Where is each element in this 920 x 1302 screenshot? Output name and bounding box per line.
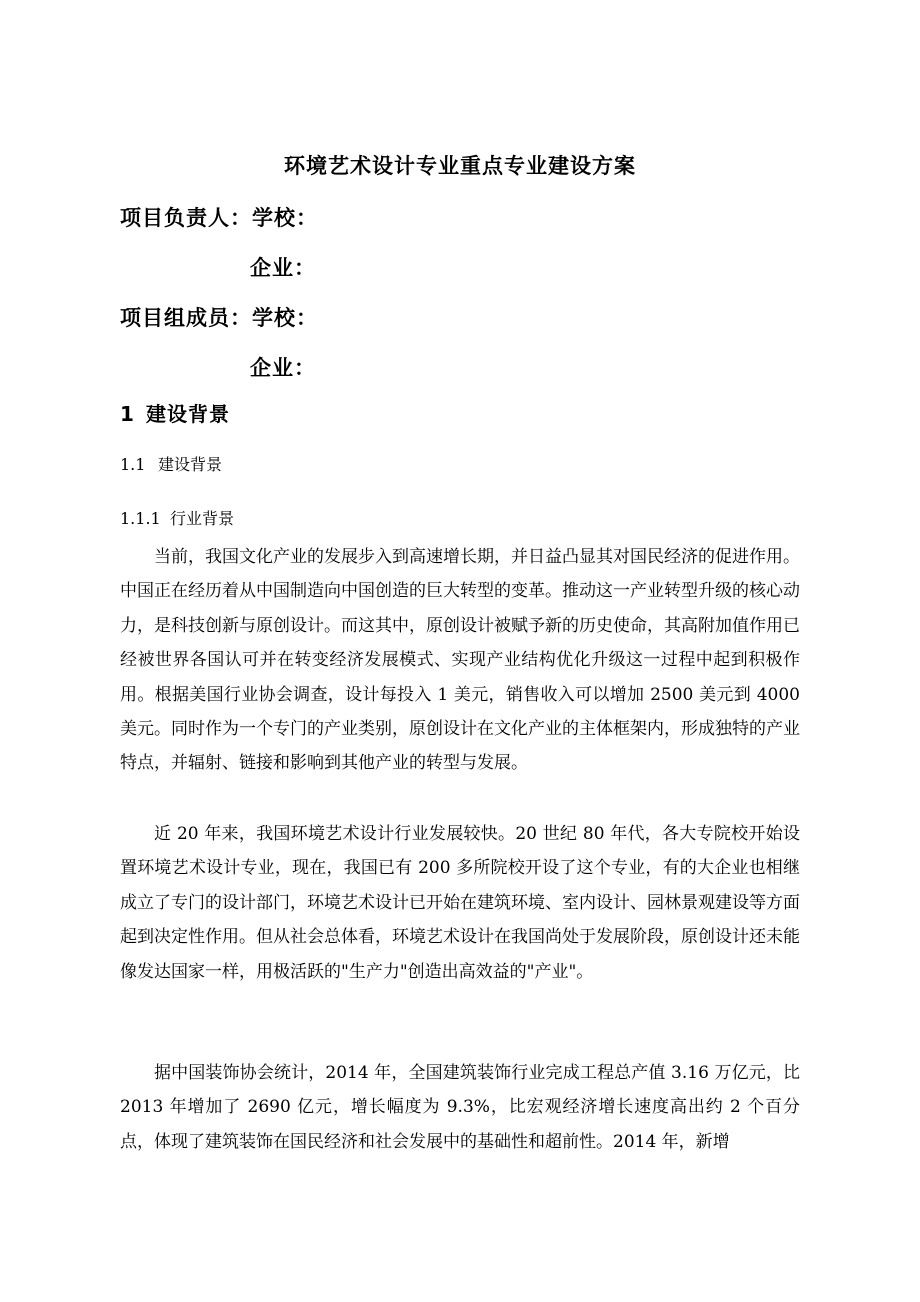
role-org: 学校： xyxy=(252,206,318,230)
section-number: 1.1 xyxy=(120,455,146,474)
role-org: 企业： xyxy=(250,356,316,380)
role-org: 学校： xyxy=(252,306,318,330)
role-label: 项目组成员： xyxy=(120,306,252,330)
role-org: 企业： xyxy=(250,256,316,280)
document-title: 环境艺术设计专业重点专业建设方案 xyxy=(284,154,636,178)
project-leader-company-row xyxy=(250,252,316,282)
section-number: 1.1.1 xyxy=(120,509,161,528)
body-paragraph: 据中国装饰协会统计，2014 年，全国建筑装饰行业完成工程总产值 3.16 万亿元，比 2013 年增加了 2690 亿元，增长幅度为 9.3%，比宏观经济增长速度高出约 2 个百分点，体现了建筑装饰在国民经济和社会发展中的基础性和超前性。2014 年，新增 xyxy=(120,1063,800,1152)
section-heading-1-1-1 xyxy=(120,506,234,529)
section-title: 建设背景 xyxy=(158,455,223,474)
section-title: 建设背景 xyxy=(146,402,230,426)
role-label: 项目负责人： xyxy=(120,206,252,230)
project-members-school-row xyxy=(120,302,318,332)
body-paragraph: 近 20 年来，我国环境艺术设计行业发展较快。20 世纪 80 年代，各大专院校开始设置环境艺术设计专业，现在，我国已有 200 多所院校开设了这个专业，有的大企业也相继成立了专门的设计部门，环境艺术设计已开始在建筑环境、室内设计、园林景观建设等方面起到决定性作用。但从社会总体看，环境艺术设计在我国尚处于发展阶段，原创设计还未能像发达国家一样，用极活跃的"生产力"创造出高效益的"产业"。 xyxy=(120,824,800,982)
project-leader-school-row xyxy=(120,202,318,232)
section-heading-1 xyxy=(120,398,230,427)
section-title: 行业背景 xyxy=(170,509,235,528)
section-heading-1-1 xyxy=(120,452,222,475)
section-number: 1 xyxy=(120,402,135,426)
body-paragraph: 当前，我国文化产业的发展步入到高速增长期，并日益凸显其对国民经济的促进作用。中国正在经历着从中国制造向中国创造的巨大转型的变革。推动这一产业转型升级的核心动力，是科技创新与原创设计。而这其中，原创设计被赋予新的历史使命，其高附加值作用已经被世界各国认可并在转变经济发展模式、实现产业结构优化升级这一过程中起到积极作用。根据美国行业协会调查，设计每投入 1 美元，销售收入可以增加 2500 美元到 4000 美元。同时作为一个专门的产业类别，原创设计在文化产业的主体框架内，形成独特的产业特点，并辐射、链接和影响到其他产业的转型与发展。 xyxy=(120,547,800,774)
project-members-company-row xyxy=(250,352,316,382)
